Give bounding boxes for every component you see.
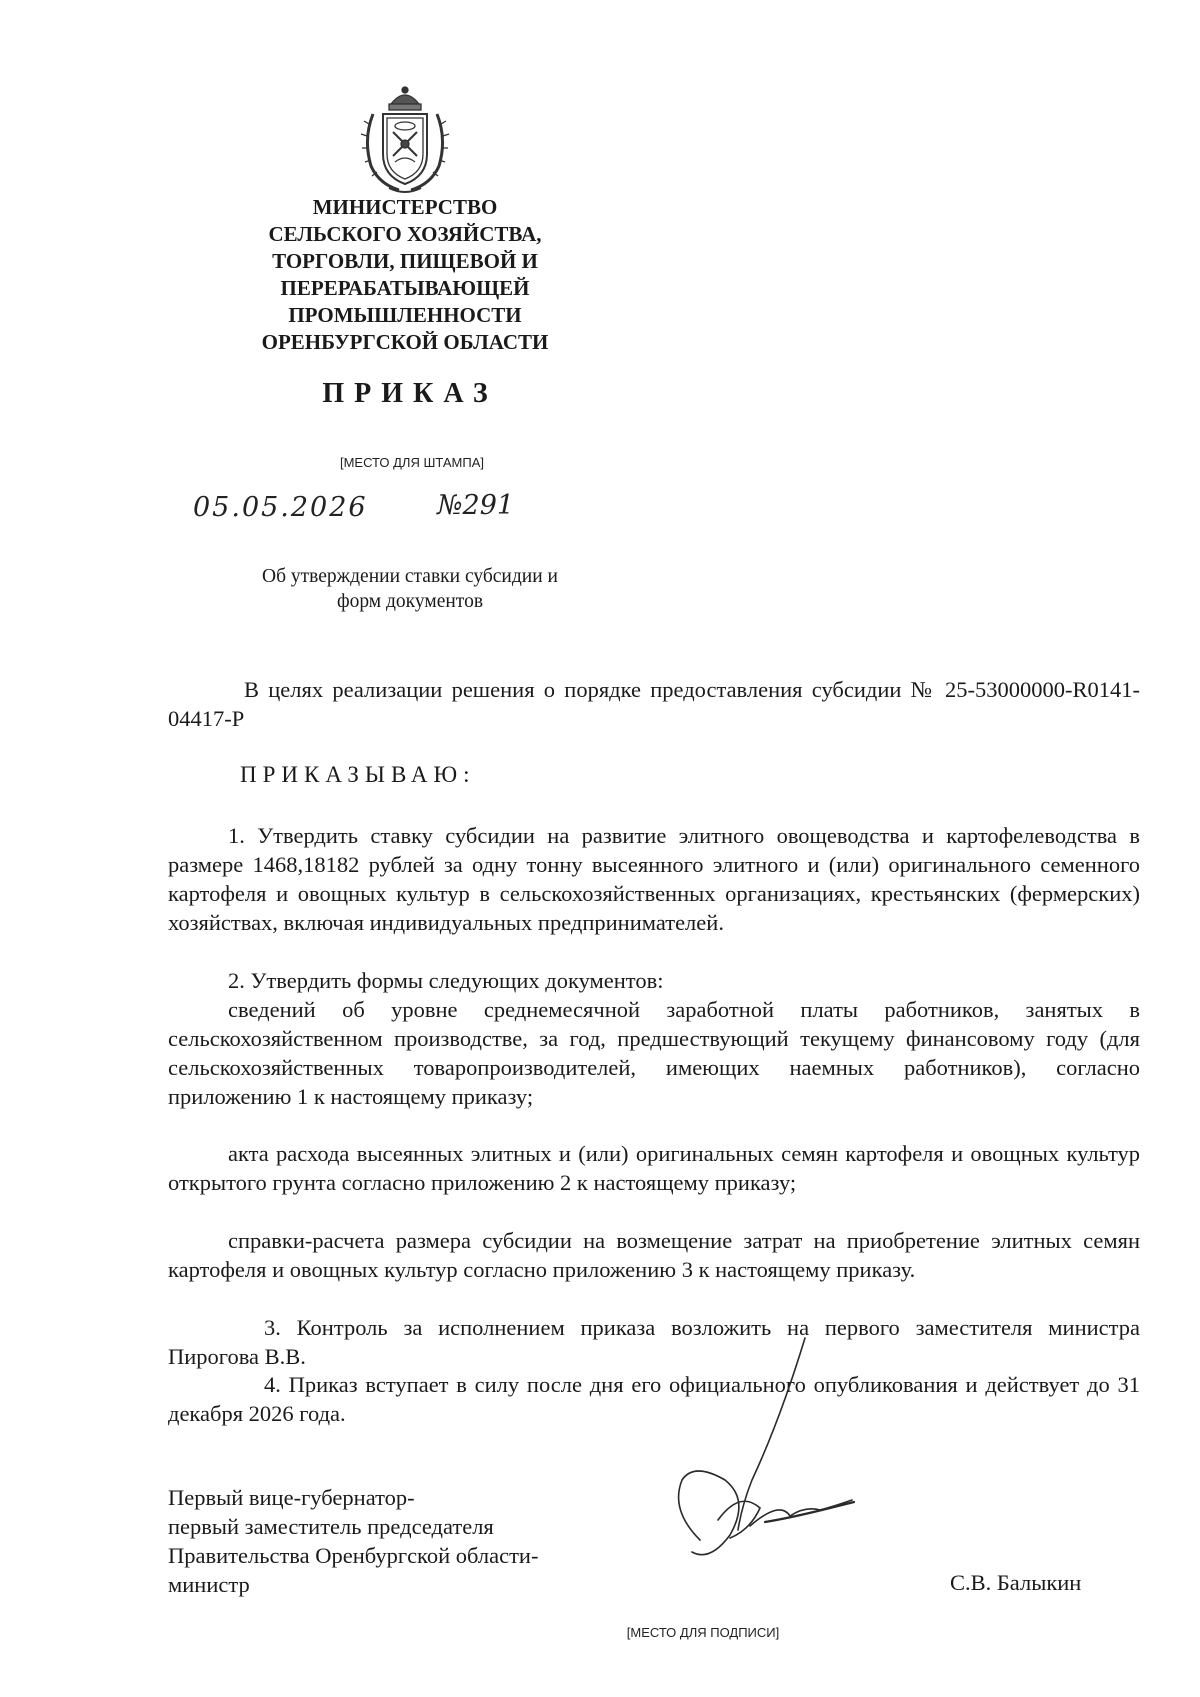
order-item-2: 2. Утвердить формы следующих документов:: [228, 968, 664, 993]
order-item-2-form-b: акта расхода высеянных элитных и (или) оригинальных семян картофеля и овощных культур открытого грунта согласно приложению 2 к настоящему приказу;: [168, 1141, 1140, 1195]
order-item-2-form-a: сведений об уровне среднемесячной заработной платы работников, занятых в сельскохозяйственном производстве, за год, предшествующий текущему финансовому году (для сельскохозяйственных товаропроизводителей, имеющих наемных работников), согласно приложению 1 к настоящему приказу;: [168, 997, 1140, 1109]
handwritten-order-number: №291: [437, 490, 515, 521]
document-type-title: ПРИКАЗ: [322, 378, 498, 409]
stamp-placeholder: [МЕСТО ДЛЯ ШТАМПА]: [339, 455, 485, 470]
coat-of-arms-emblem: [359, 84, 451, 196]
signature-placeholder: [МЕСТО ДЛЯ ПОДПИСИ]: [626, 1625, 780, 1640]
order-item-2-form-c: справки-расчета размера субсидии на возмещение затрат на приобретение элитных семян картофеля и овощных культур согласно приложению 3 к настоящему приказу.: [168, 1228, 1140, 1282]
signer-position: Первый вице-губернатор- первый заместитель председателя Правительства Оренбургской области- министр: [168, 1485, 539, 1597]
order-item-1: 1. Утвердить ставку субсидии на развитие элитного овощеводства и картофелеводства в размере 1468,18182 рублей за одну тонну высеянного элитного и (или) оригинального семенного картофеля и овощных культур в сельскохозяйственных организациях, крестьянских (фермерских) хозяйствах, включая индивидуальных предпринимателей.: [168, 823, 1140, 935]
order-item-4: 4. Приказ вступает в силу после дня его официального опубликования и действует до 31 декабря 2026 года.: [168, 1372, 1140, 1426]
preamble-paragraph: В целях реализации решения о порядке предоставления субсидии № 25-53000000-R0141-04417-P: [168, 677, 1140, 731]
handwritten-date: 05.05.2026: [193, 492, 368, 523]
signer-name: С.В. Балыкин: [950, 1570, 1082, 1595]
order-subject: Об утверждении ставки субсидии и форм документов: [262, 566, 558, 612]
directive-heading: ПРИКАЗЫВАЮ:: [240, 762, 476, 787]
handwritten-signature: [630, 1330, 860, 1590]
order-item-3: 3. Контроль за исполнением приказа возложить на первого заместителя министра Пирогова В.В.: [168, 1315, 1140, 1369]
ministry-name: МИНИСТЕРСТВО СЕЛЬСКОГО ХОЗЯЙСТВА, ТОРГОВЛИ, ПИЩЕВОЙ И ПЕРЕРАБАТЫВАЮЩЕЙ ПРОМЫШЛЕННОСТИ ОРЕНБУРГСКОЙ ОБЛАСТИ: [261, 195, 549, 354]
